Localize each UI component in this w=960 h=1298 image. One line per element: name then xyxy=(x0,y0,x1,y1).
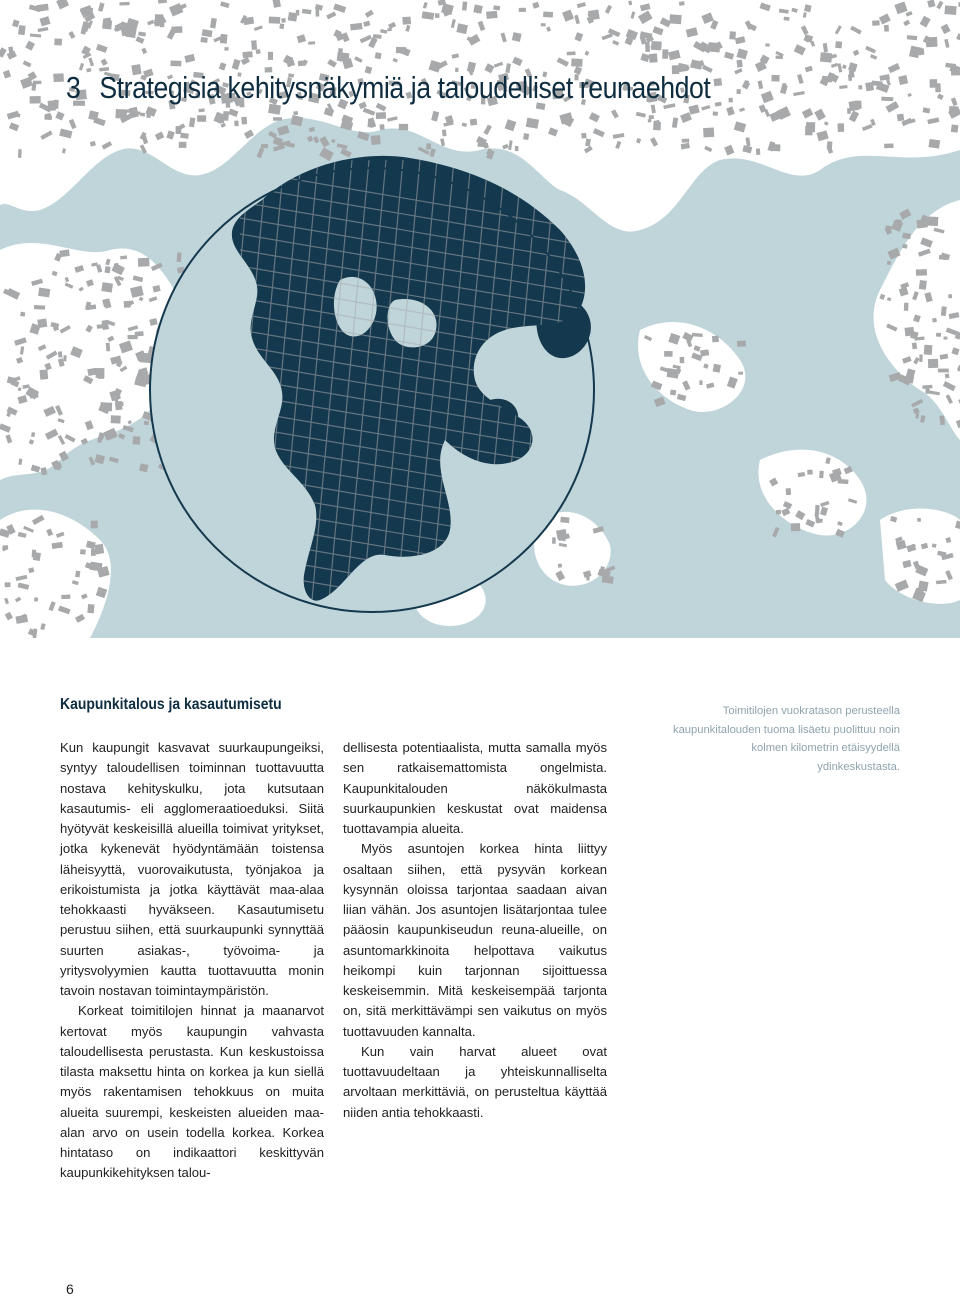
chapter-number: 3 xyxy=(66,70,81,105)
text-column-1 xyxy=(60,738,324,1184)
paragraph: Myös asuntojen korkea hinta liittyy osaltaan siihen, että pysyvän korkean kysynnän oloissa tarjontaa saadaan aivan liian vähän. Jos asuntojen lisätarjontaa tulee pääosin kaupunkiseudun reuna-alueille, on asuntomarkkinoita helpottava vaikutus heikompi kuin tarjonnan sijoittuessa keskeisemmin. Mitä keskeisempää tarjonta on, sitä merkittävämpi sen vaikutus on myös tuottavuuden kannalta. xyxy=(343,841,607,1039)
chapter-title xyxy=(66,70,710,106)
section-heading: Kaupunkitalous ja kasautumisetu xyxy=(60,696,282,713)
chapter-title-text: Strategisia kehitysnäkymiä ja taloudelliset reunaehdot xyxy=(99,70,711,105)
page-number: 6 xyxy=(66,1281,74,1297)
paragraph: dellisesta potentiaalista, mutta samalla myös sen ratkaisemattomista ongelmista. Kaupunkitalouden näkökulmasta suurkaupunkien keskustat ovat maidensa tuottavampia alueita. xyxy=(343,740,607,836)
paragraph: Korkeat toimitilojen hinnat ja maanarvot kertovat myös kaupungin vahvasta taloudellisesta perustasta. Kun keskustoissa tilasta maksettu hinta on korkea ja kun siellä myös rakentamisen tehokkuus on muita alueita suurempi, keskeisten alueiden maa-alan arvo on usein todella korkea. Korkea hintataso on indikaattori keskittyvän kaupunkikehityksen talou- xyxy=(60,1003,324,1181)
margin-note: Toimitilojen vuokratason perusteella kaupunkitalouden tuoma lisäetu puolittuu noin kolmen kilometrin etäisyydellä ydinkeskustasta. xyxy=(672,705,900,773)
paragraph: Kun kaupungit kasvavat suurkaupungeiksi, syntyy taloudellisen toiminnan tuottavuutta nostava kehityskulku, jota kutsutaan kasautumis- eli agglomeraatioeduksi. Siitä hyötyvät keskeisillä alueilla toimivat yritykset, jotka kykenevät hyödyntämään toistensa läheisyyttä, vuorovaikutusta, työnjakoa ja erikoistumista ja jotka käyttävät maa-alaa tehokkaasti hyväkseen. Kasautumisetu perustuu siihen, että suurkaupunki synnyttää suurten asiakas-, työvoima- ja yritysvolyymien kautta tuottavuutta monin tavoin nostavan toimintaympäristön. xyxy=(60,740,324,998)
text-column-2 xyxy=(343,738,607,1123)
paragraph: Kun vain harvat alueet ovat tuottavuudeltaan ja yhteiskunnalliselta arvoltaan merkittäviä, on perusteltua käyttää niiden antia tehokkaasti. xyxy=(343,1043,607,1120)
